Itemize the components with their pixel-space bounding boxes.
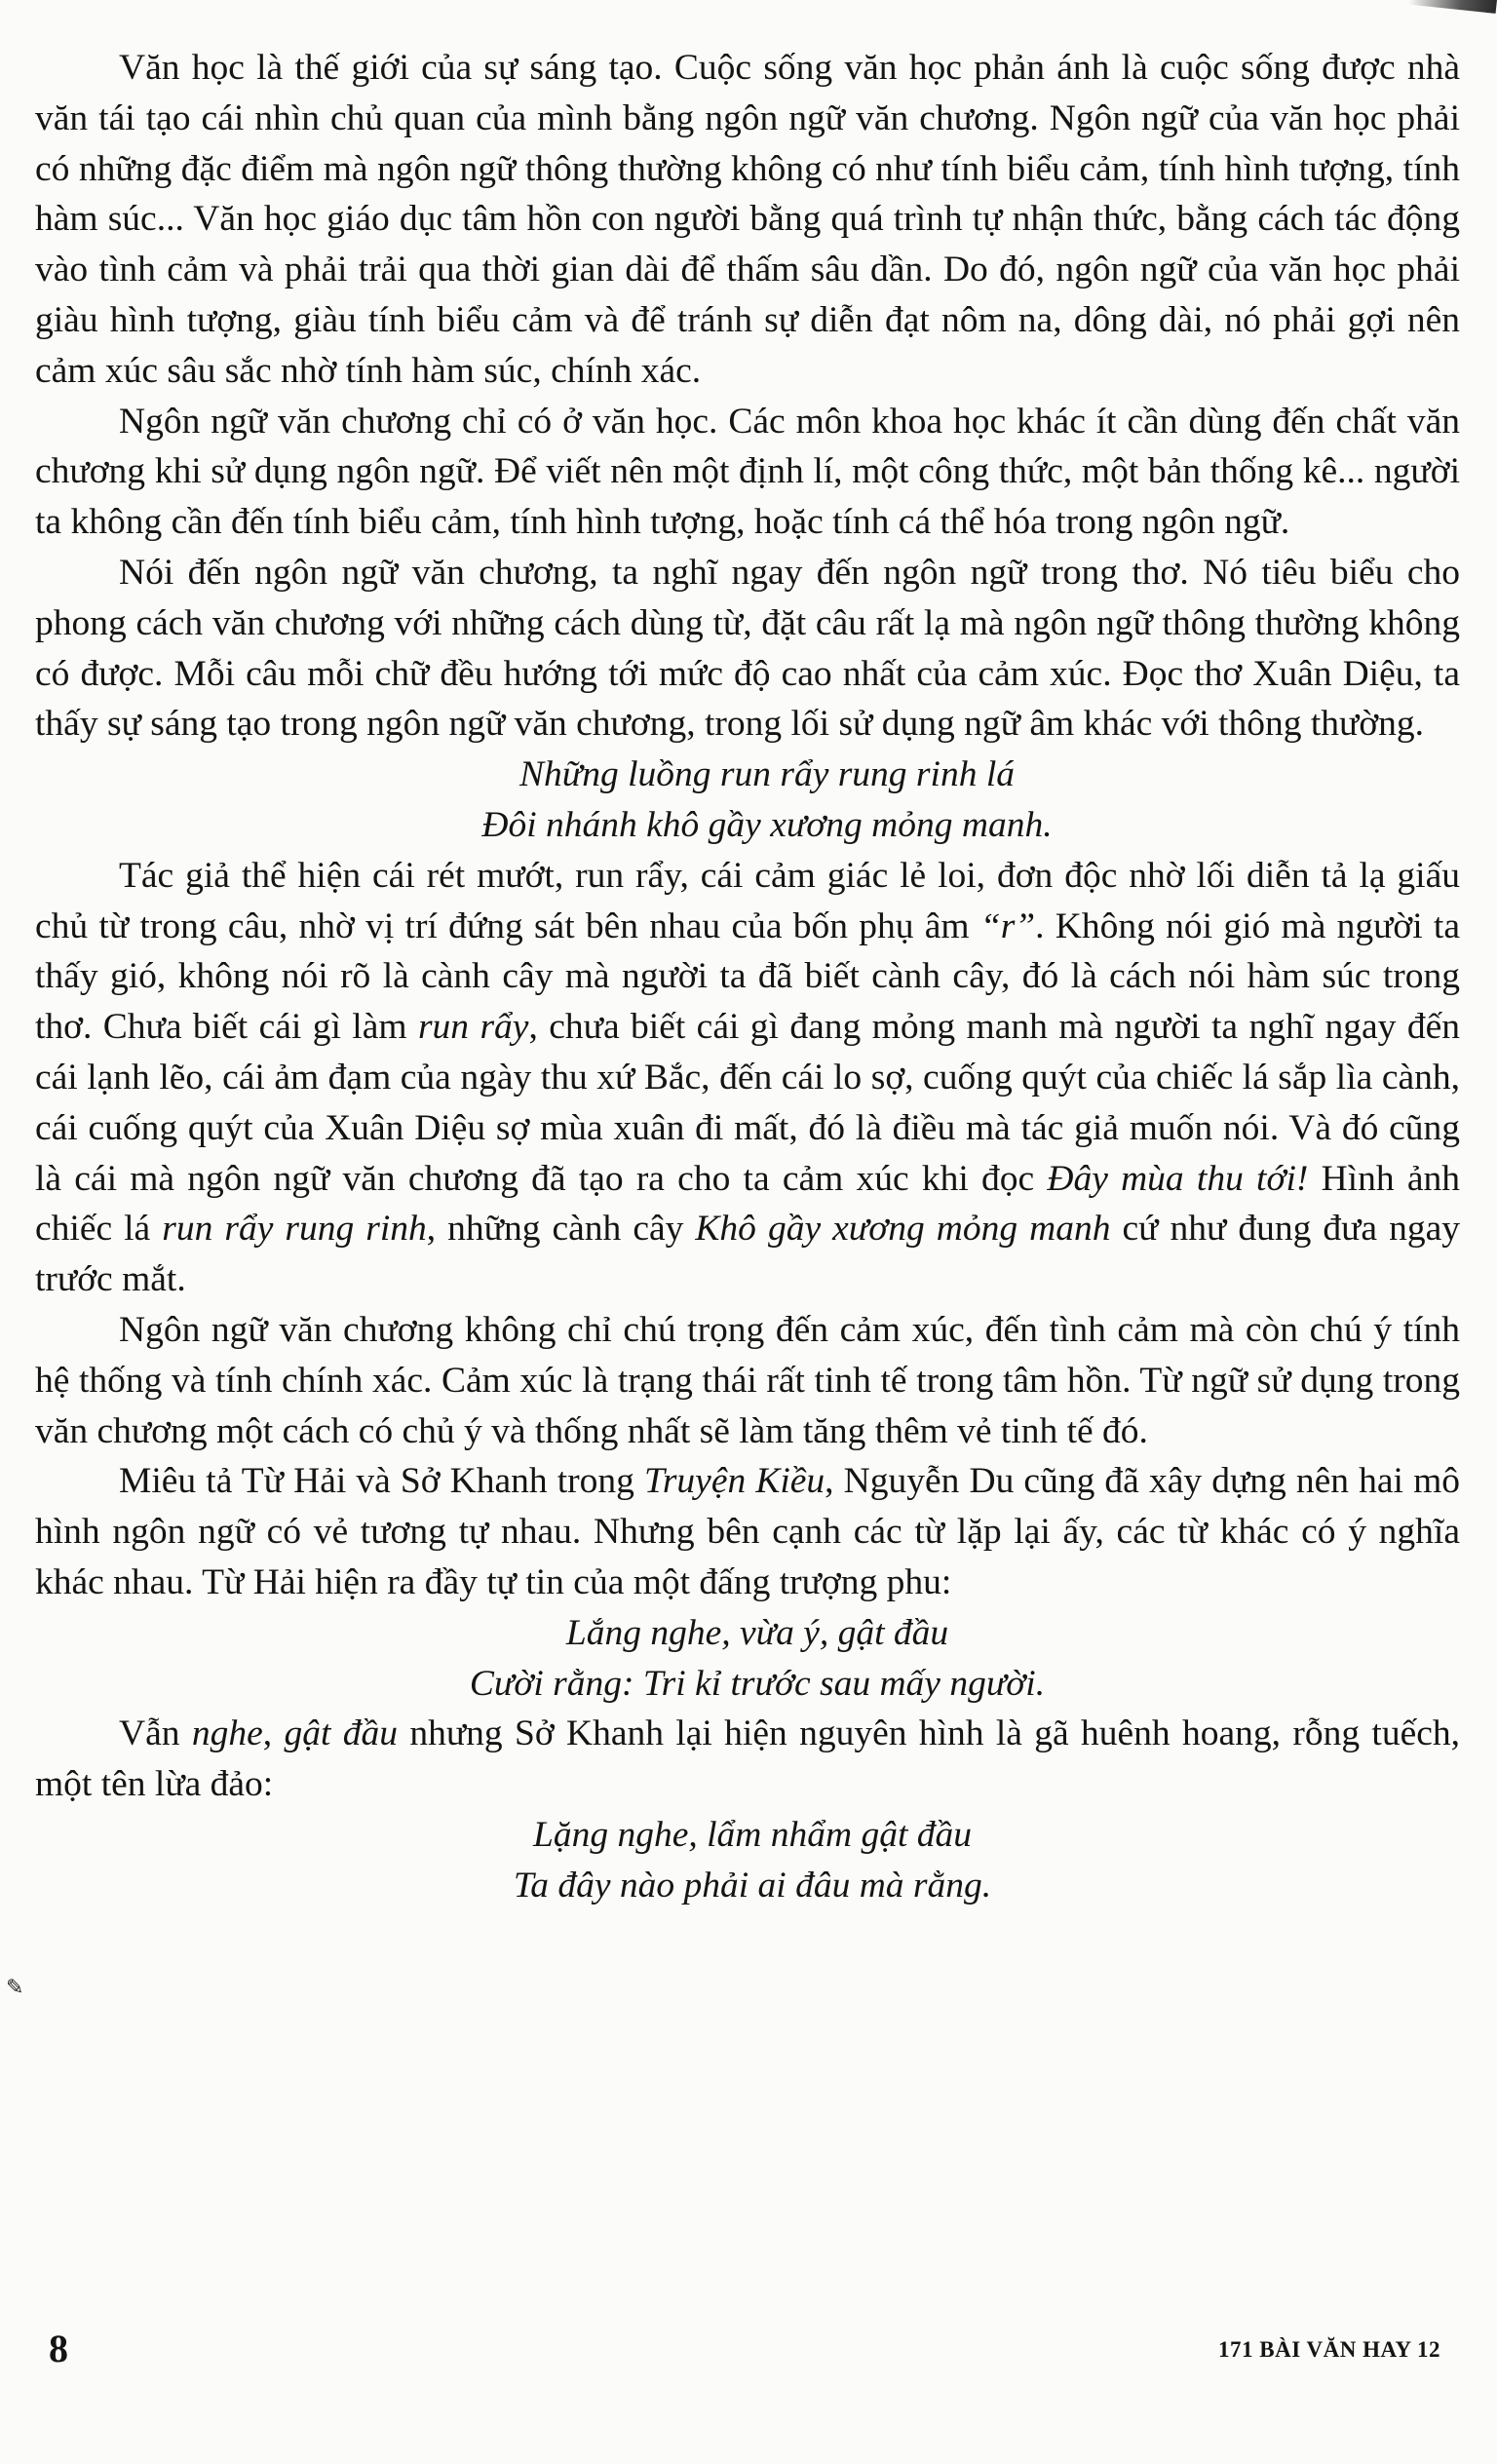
scan-corner-shadow: [1408, 0, 1497, 14]
text-run: . Không nói gió mà người ta thấy gió, không nói rõ là cành cây mà người ta đã biết cành cây, đó là cách nói hàm súc trong thơ. Chưa biết cái gì làm: [35, 905, 1460, 1048]
verse-line: Những luồng run rẩy rung rinh lá: [519, 754, 1015, 795]
emphasis-text: gật đầu: [284, 1713, 398, 1754]
page-number: 8: [49, 2327, 68, 2370]
emphasis-text: “r”: [979, 905, 1036, 946]
text-run: ,: [262, 1713, 285, 1754]
main-text: [35, 43, 1460, 1910]
poem-title: Đây mùa thu tới!: [1047, 1158, 1309, 1199]
text-run: nhưng Sở Khanh lại hiện nguyên hình là gã huênh hoang, rỗng tuếch, một tên lừa đảo:: [35, 1713, 1461, 1805]
emphasis-text: Khô gầy xương mỏng manh: [695, 1209, 1111, 1250]
text-run: Tác giả thể hiện cái rét mướt, run rẩy, cái cảm giác lẻ loi, đơn độc nhờ lối diễn tả lạ giấu chủ từ trong câu, nhờ vị trí đứng sát bên nhau của bốn phụ âm: [35, 855, 1460, 946]
margin-pen-mark: ✎: [6, 1975, 24, 1999]
text-run: Vẫn: [119, 1713, 192, 1754]
paragraph-4: [35, 851, 1460, 1305]
emphasis-text: run rẩy: [417, 1007, 529, 1048]
running-footer-title: 171 BÀI VĂN HAY 12: [1218, 2337, 1440, 2362]
verse-line: Cười rằng: Tri kỉ trước sau mấy người.: [469, 1663, 1046, 1704]
paragraph-3: Nói đến ngôn ngữ văn chương, ta nghĩ ngay đến ngôn ngữ trong thơ. Nó tiêu biểu cho phong cách văn chương với những cách dùng từ, đặt câu rất lạ mà ngôn ngữ thông thường không có được. Mỗi câu mỗi chữ đều hướng tới mức độ cao nhất của cảm xúc. Đọc thơ Xuân Diệu, ta thấy sự sáng tạo trong ngôn ngữ văn chương, trong lối sử dụng ngữ âm khác với thông thường.: [35, 552, 1460, 745]
verse-so-khanh: [35, 1810, 1460, 1911]
paragraph-5: Ngôn ngữ văn chương không chỉ chú trọng đến cảm xúc, đến tình cảm mà còn chú ý tính hệ thống và tính chính xác. Cảm xúc là trạng thái rất tinh tế trong tâm hồn. Từ ngữ sử dụng trong văn chương một cách có chủ ý và thống nhất sẽ làm tăng thêm vẻ tinh tế đó.: [35, 1309, 1460, 1451]
paragraph-2: Ngôn ngữ văn chương chỉ có ở văn học. Các môn khoa học khác ít cần dùng đến chất văn chương khi sử dụng ngôn ngữ. Để viết nên một định lí, một công thức, một bản thống kê... người ta không cần đến tính biểu cảm, tính hình tượng, hoặc tính cá thể hóa trong ngôn ngữ.: [35, 401, 1460, 543]
text-run: , Nguyễn Du cũng đã xây dựng nên hai mô hình ngôn ngữ có vẻ tương tự nhau. Nhưng bên cạnh các từ lặp lại ấy, các từ khác có ý nghĩa khác nhau. Từ Hải hiện ra đầy tự tin của một đấng trượng phu:: [35, 1461, 1460, 1602]
verse-line: Lặng nghe, lẩm nhẩm gật đầu: [533, 1814, 972, 1855]
paragraph-7: [35, 1709, 1460, 1810]
paragraph-1: Văn học là thế giới của sự sáng tạo. Cuộc sống văn học phản ánh là cuộc sống được nhà văn tái tạo cái nhìn chủ quan của mình bằng ngôn ngữ văn chương. Ngôn ngữ của văn học phải có những đặc điểm mà ngôn ngữ thông thường không có như tính biểu cảm, tính hình tượng, tính hàm súc... Văn học giáo dục tâm hồn con người bằng quá trình tự nhận thức, bằng cách tác động vào tình cảm và phải trải qua thời gian dài để thấm sâu dần. Do đó, ngôn ngữ của văn học phải giàu hình tượng, giàu tính biểu cảm và để tránh sự diễn đạt nôm na, dông dài, nó phải gợi nên cảm xúc sâu sắc nhờ tính hàm súc, chính xác.: [35, 48, 1460, 391]
verse-xuan-dieu: [35, 750, 1460, 851]
text-run: cứ như đung đưa ngay trước mắt.: [35, 1209, 1460, 1300]
verse-tu-hai: [35, 1608, 1460, 1710]
verse-line: Lắng nghe, vừa ý, gật đầu: [565, 1612, 949, 1653]
emphasis-text: nghe: [191, 1713, 263, 1754]
work-title: Truyện Kiều: [644, 1461, 825, 1502]
text-run: , những cành cây: [426, 1209, 696, 1250]
verse-line: Ta đây nào phải ai đâu mà rằng.: [513, 1865, 992, 1906]
text-run: , chưa biết cái gì đang mỏng manh mà người ta nghĩ ngay đến cái lạnh lẽo, cái ảm đạm của ngày thu xứ Bắc, đến cái lo sợ, cuống quýt của chiếc lá sắp lìa cành, cái cuống quýt của Xuân Diệu sợ mùa xuân đi mất, đó là điều mà tác giả muốn nói. Và đó cũng là cái mà ngôn ngữ văn chương đã tạo ra cho ta cảm xúc khi đọc: [35, 1007, 1460, 1199]
verse-line: Đôi nhánh khô gầy xương mỏng manh.: [481, 804, 1053, 845]
text-run: Hình ảnh chiếc lá: [35, 1158, 1460, 1250]
emphasis-text: run rẩy rung rinh: [162, 1209, 427, 1250]
text-run: Miêu tả Từ Hải và Sở Khanh trong: [119, 1461, 645, 1502]
paragraph-6: [35, 1456, 1460, 1607]
